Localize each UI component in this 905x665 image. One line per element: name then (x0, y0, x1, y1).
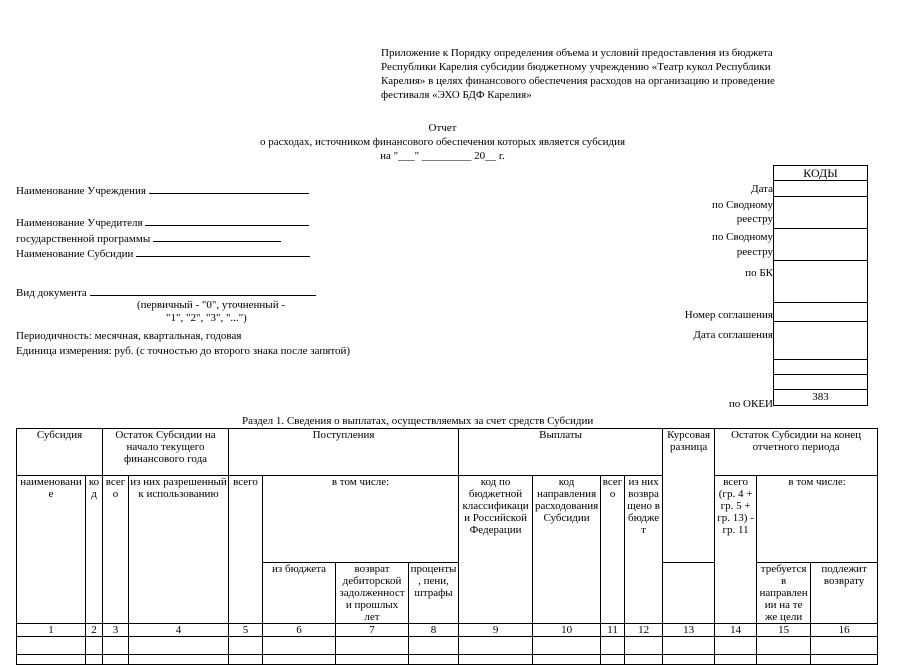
col-required: требуется в направлении на те же цели (757, 563, 811, 624)
program-line[interactable] (153, 231, 281, 242)
col-total-1: всего (103, 476, 129, 624)
column-number-14: 14 (715, 624, 757, 637)
table-cell-col-6[interactable] (263, 637, 336, 655)
column-number-15: 15 (757, 624, 811, 637)
column-number-12: 12 (625, 624, 663, 637)
column-number-2: 2 (86, 624, 103, 637)
column-number-10: 10 (533, 624, 601, 637)
column-number-11: 11 (601, 624, 625, 637)
report-title: Отчет (428, 122, 457, 134)
table-cell-col-7[interactable] (336, 637, 409, 655)
col-incl-2: в том числе: (757, 476, 878, 563)
table-cell-col-4[interactable] (129, 637, 229, 655)
unit-of-measure: Единица измерения: руб. (с точностью до второго знака после запятой) (16, 345, 351, 357)
doc-type-label: Вид документа (16, 287, 87, 299)
column-number-8: 8 (409, 624, 459, 637)
col-interest: проценты, пени, штрафы (409, 563, 459, 624)
column-number-3: 3 (103, 624, 129, 637)
appendix-line-1: Приложение к Порядку определения объема и условий предоставления из бюджета (381, 47, 773, 59)
table-cell-col-14[interactable] (715, 655, 757, 665)
doc-type-line[interactable] (90, 285, 316, 296)
table-cell-col-14[interactable] (715, 637, 757, 655)
table-cell-col-8[interactable] (409, 655, 459, 665)
col-returned: из них возвращено в бюджет (625, 476, 663, 624)
table-row (17, 655, 878, 665)
code-label-okei: по ОКЕИ (728, 398, 773, 410)
appendix-line-2: Республики Карелия субсидии бюджетному учреждению «Театр кукол Республики (381, 61, 771, 73)
code-label-bk: по БК (745, 267, 773, 279)
subsidy-field (16, 246, 310, 260)
program-field (16, 231, 281, 245)
code-label-svod1a: по Сводному (711, 199, 773, 211)
header-subsidy: Субсидия (17, 429, 103, 476)
appendix-line-3: Карелия» в целях финансового обеспечения расходов на организацию и проведение (381, 75, 775, 87)
doc-type-hint-1: (первичный - "0", уточненный - (137, 299, 285, 311)
code-label-date: Дата (751, 183, 773, 195)
table-cell-col-2[interactable] (86, 637, 103, 655)
codes-header: КОДЫ (774, 166, 867, 181)
appendix-text (381, 46, 869, 102)
header-receipts: Поступления (229, 429, 459, 476)
periodicity: Периодичность: месячная, квартальная, годовая (16, 330, 242, 342)
code-cell-agreement-date[interactable] (774, 322, 867, 360)
column-number-9: 9 (459, 624, 533, 637)
table-cell-col-16[interactable] (811, 637, 878, 655)
section-title: Раздел 1. Сведения о выплатах, осуществляемых за счет средств Субсидии (242, 415, 594, 427)
code-label-svod2b: реестру (736, 246, 773, 258)
col-from-budget: из бюджета (263, 563, 336, 624)
column-number-13: 13 (663, 624, 715, 637)
code-cell-date[interactable] (774, 181, 867, 197)
institution-label: Наименование Учреждения (16, 185, 146, 197)
table-cell-col-1[interactable] (17, 637, 86, 655)
col-direction-code: код направления расходования Субсидии (533, 476, 601, 624)
table-cell-col-9[interactable] (459, 637, 533, 655)
report-date-line: на "___" _________ 20__ г. (380, 150, 505, 162)
table-cell-col-5[interactable] (229, 637, 263, 655)
table-cell-col-11[interactable] (601, 655, 625, 665)
column-number-7: 7 (336, 624, 409, 637)
table-row (17, 637, 878, 655)
col-bk-code: код по бюджетной классификации Российской Федерации (459, 476, 533, 624)
col-total-4: всего (гр. 4 + гр. 5 + гр. 13) - гр. 11 (715, 476, 757, 624)
header-end-balance: Остаток Субсидии на конец отчетного периода (715, 429, 878, 476)
subsidy-label: Наименование Субсидии (16, 248, 134, 260)
column-number-5: 5 (229, 624, 263, 637)
table-cell-col-5[interactable] (229, 655, 263, 665)
code-label-agreement-no: Номер соглашения (684, 309, 773, 321)
table-cell-col-13[interactable] (663, 655, 715, 665)
table-cell-col-2[interactable] (86, 655, 103, 665)
col-allowed: из них разрешенный к использованию (129, 476, 229, 624)
column-numbers-row (17, 624, 878, 637)
table-cell-col-12[interactable] (625, 655, 663, 665)
col-code: код (86, 476, 103, 624)
col-name: наименование (17, 476, 86, 624)
code-label-svod1b: реестру (736, 213, 773, 225)
doc-type-hint-2: "1", "2", "3", "...") (166, 312, 247, 324)
institution-field (16, 183, 309, 197)
col-incl-1: в том числе: (263, 476, 459, 563)
table-cell-col-9[interactable] (459, 655, 533, 665)
founder-label: Наименование Учредителя (16, 217, 143, 229)
table-cell-col-12[interactable] (625, 637, 663, 655)
doc-type-field (16, 285, 316, 299)
founder-line[interactable] (145, 215, 309, 226)
founder-field (16, 215, 309, 229)
col-receivables: возврат дебиторской задолженности прошлых лет (336, 563, 409, 624)
header-start-balance: Остаток Субсидии на начало текущего финансового года (103, 429, 229, 476)
table-cell-col-4[interactable] (129, 655, 229, 665)
table-cell-col-3[interactable] (103, 655, 129, 665)
code-cell-empty-2[interactable] (774, 375, 867, 390)
table-cell-col-6[interactable] (263, 655, 336, 665)
report-subtitle: о расходах, источником финансового обеспечения которых является субсидия (259, 136, 626, 148)
code-cell-empty-1[interactable] (774, 360, 867, 375)
institution-line[interactable] (149, 183, 309, 194)
table-cell-col-16[interactable] (811, 655, 878, 665)
table-cell-col-15[interactable] (757, 655, 811, 665)
code-cell-agreement-no[interactable] (774, 303, 867, 322)
code-label-svod2a: по Сводному (711, 231, 773, 243)
subsidy-line[interactable] (136, 246, 310, 257)
table-cell-col-3[interactable] (103, 637, 129, 655)
table-cell-col-10[interactable] (533, 637, 601, 655)
column-number-4: 4 (129, 624, 229, 637)
col-to-return: подлежит возврату (811, 563, 878, 624)
column-number-16: 16 (811, 624, 878, 637)
column-number-6: 6 (263, 624, 336, 637)
header-rate-diff: Курсовая разница (663, 429, 715, 563)
program-label: государственной программы (16, 233, 151, 245)
codes-box (773, 165, 868, 406)
table-cell-col-11[interactable] (601, 637, 625, 655)
table-cell-col-7[interactable] (336, 655, 409, 665)
code-cell-svod2[interactable] (774, 229, 867, 261)
col-total-2: всего (229, 476, 263, 624)
payments-table (16, 428, 878, 665)
code-label-agreement-date: Дата соглашения (693, 329, 773, 341)
code-cell-bk[interactable] (774, 261, 867, 303)
appendix-line-4: фестиваля «ЭХО БДФ Карелия» (381, 89, 532, 101)
column-number-1: 1 (17, 624, 86, 637)
header-payments: Выплаты (459, 429, 663, 476)
table-cell-col-1[interactable] (17, 655, 86, 665)
code-cell-svod1[interactable] (774, 197, 867, 229)
col-total-3: всего (601, 476, 625, 624)
col-rate-diff-sub (663, 563, 715, 624)
table-cell-col-15[interactable] (757, 637, 811, 655)
table-cell-col-10[interactable] (533, 655, 601, 665)
code-cell-okei: 383 (774, 390, 867, 406)
table-cell-col-13[interactable] (663, 637, 715, 655)
table-cell-col-8[interactable] (409, 637, 459, 655)
